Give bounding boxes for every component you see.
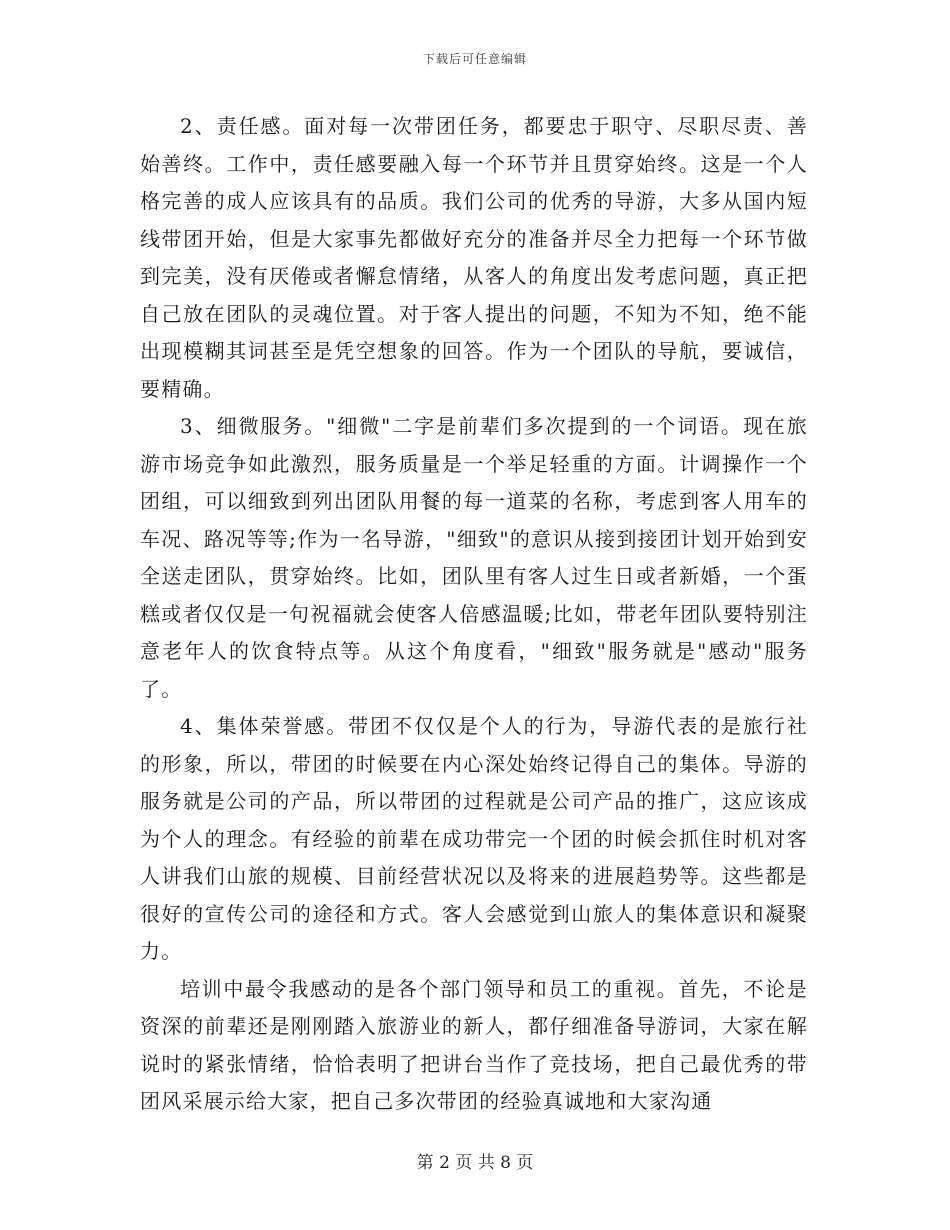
page-number: 第 2 页 共 8 页 <box>416 1153 534 1173</box>
page-header: 下载后可任意编辑 <box>422 52 527 66</box>
paragraph-training: 培训中最令我感动的是各个部门领导和员工的重视。首先，不论是资深的前辈还是刚刚踏入旅游业的新人，都仔细准备导游词，大家在解说时的紧张情绪，恰恰表明了把讲台当作了竞技场，把自己最优秀的带团风采展示给大家，把自己多次带团的经验真诚地和大家沟通 <box>140 976 808 1113</box>
document-body <box>140 108 808 1121</box>
paragraph-collective-honor: 4、集体荣誉感。带团不仅仅是个人的行为，导游代表的是旅行社的形象，所以，带团的时候要在内心深处始终记得自己的集体。导游的服务就是公司的产品，所以带团的过程就是公司产品的推广，这应该成为个人的理念。有经验的前辈在成功带完一个团的时候会抓住时机对客人讲我们山旅的规模、目前经营状况以及将来的进展趋势等。这些都是很好的宣传公司的途径和方式。客人会感觉到山旅人的集体意识和凝聚力。 <box>140 714 808 963</box>
paragraph-detailed-service: 3、细微服务。"细微"二字是前辈们多次提到的一个词语。现在旅游市场竞争如此激烈，服务质量是一个举足轻重的方面。计调操作一个团组，可以细致到列出团队用餐的每一道菜的名称，考虑到客人用车的车况、路况等等;作为一名导游，"细致"的意识从接到接团计划开始到安全送走团队，贯穿始终。比如，团队里有客人过生日或者新婚，一个蛋糕或者仅仅是一句祝福就会使客人倍感温暖;比如，带老年团队要特别注意老年人的饮食特点等。从这个角度看，"细致"服务就是"感动"服务了。 <box>140 414 808 701</box>
paragraph-responsibility: 2、责任感。面对每一次带团任务，都要忠于职守、尽职尽责、善始善终。工作中，责任感要融入每一个环节并且贯穿始终。这是一个人格完善的成人应该具有的品质。我们公司的优秀的导游，大多从国内短线带团开始，但是大家事先都做好充分的准备并尽全力把每一个环节做到完美，没有厌倦或者懈怠情绪，从客人的角度出发考虑问题，真正把自己放在团队的灵魂位置。对于客人提出的问题，不知为不知，绝不能出现模糊其词甚至是凭空想象的回答。作为一个团队的导航，要诚信，要精确。 <box>140 114 808 401</box>
